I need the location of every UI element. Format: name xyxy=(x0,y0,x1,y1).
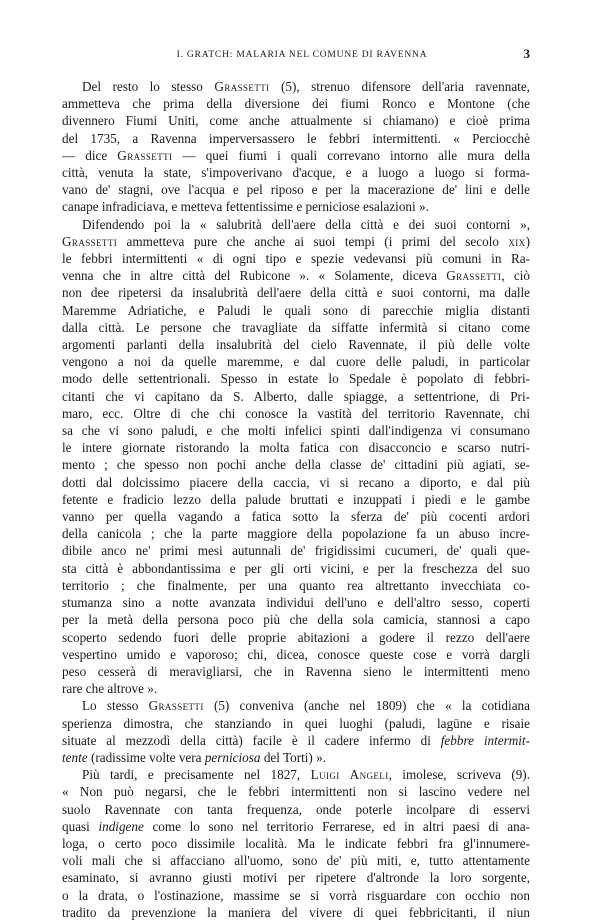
text-line xyxy=(62,198,530,215)
text-run: non dee ripetersi da insalubrità dell'aere della città e suoi contorni, ma dalle xyxy=(62,285,530,301)
text-run: come lo sono nel territorio Ferrarese, ed in altri paesi di ana- xyxy=(143,818,530,834)
text-line xyxy=(62,525,530,542)
text-line xyxy=(62,560,530,577)
text-run: quasi xyxy=(62,818,99,834)
text-run: sa che vi sono paludi, e che molti infelici spinti dall'indigenza vi consumano xyxy=(62,423,530,439)
text-line xyxy=(62,267,530,284)
text-line xyxy=(62,164,530,181)
text-run: ) xyxy=(525,233,530,249)
text-run: maro, ecc. Oltre di che chi conosce la vastità del territorio Ravennate, chi xyxy=(62,405,530,421)
text-run: divennero Fiumi Uniti, come anche attualmente si chiamano) e cioè prima xyxy=(62,113,530,129)
text-line xyxy=(62,887,530,904)
text-line xyxy=(62,869,530,886)
text-run: citanti che vi capitano da S. Alberto, dalle spiagge, a settentrione, di Pri- xyxy=(62,388,530,404)
text-run: peso cesserà di meravigliarsi, che in Ravenna sieno le intermittenti meno xyxy=(62,663,530,679)
text-line xyxy=(62,302,530,319)
text-run: « Non può negarsi, che le febbri intermittenti non si lascino vedere nel xyxy=(62,784,530,800)
author-name: Grassetti xyxy=(117,147,173,163)
text-line xyxy=(62,474,530,491)
text-line xyxy=(62,680,530,697)
text-run: del 1735, a Ravenna imperversassero le febbri intermittenti. « Perciocchè xyxy=(62,130,530,146)
body-text xyxy=(62,78,530,921)
text-run: del Torti) ». xyxy=(260,749,327,765)
text-run: vengono a noi da quelle maremme, e dal cuore delle paludi, in particolar xyxy=(62,354,530,370)
text-run: le febbri intermittenti « di ogni tipo e spezie vedevansi più comuni in Ra- xyxy=(62,251,530,267)
text-run: Del resto lo stesso xyxy=(82,79,215,94)
text-line xyxy=(62,147,530,164)
paragraph xyxy=(62,766,530,921)
text-line xyxy=(62,112,530,129)
text-run: (5), strenuo difensore dell'aria ravennate, xyxy=(269,79,530,94)
text-run: Più tardi, e precisamente nel 1827, xyxy=(82,767,311,783)
author-name: Luigi Angeli xyxy=(310,767,389,783)
text-line xyxy=(62,663,530,680)
text-run: — dice xyxy=(62,147,118,163)
text-line xyxy=(62,904,530,921)
text-line xyxy=(62,697,530,714)
text-run: (radissime volte vera xyxy=(87,749,205,765)
author-name: Grassetti xyxy=(62,233,118,249)
text-line xyxy=(62,715,530,732)
italic-term: febbre intermit- xyxy=(440,732,530,748)
text-line xyxy=(62,818,530,835)
text-line xyxy=(62,405,530,422)
text-run: — quei fiumi i quali correvano intorno alle mura della xyxy=(172,147,530,163)
text-line xyxy=(62,353,530,370)
text-run: esaminato, si avranno giusti motivi per ripetere d'altronde la loro sorgente, xyxy=(62,870,530,886)
text-line xyxy=(62,370,530,387)
text-run: scoperto sedendo fuori delle proprie abitazioni a godere il rezzo dell'aere xyxy=(62,629,530,645)
text-line xyxy=(62,439,530,456)
paragraph xyxy=(62,697,530,766)
text-run: rare che altrove ». xyxy=(62,681,158,697)
text-line xyxy=(62,749,530,766)
page-number: 3 xyxy=(523,46,530,61)
text-run: ammetteva che prima della diversione dei fiumi Ronco e Montone (che xyxy=(62,96,530,112)
text-run: vanno per quella vagando a fatica sotto la sferza de' più cocenti ardori xyxy=(62,509,530,525)
author-name: Grassetti xyxy=(148,698,204,714)
text-line xyxy=(62,646,530,663)
text-line xyxy=(62,388,530,405)
italic-term: tente xyxy=(62,749,88,765)
text-line xyxy=(62,577,530,594)
paragraph xyxy=(62,216,530,698)
text-run: suolo Ravennate con tanta frequenza, onde poterle incolpare di esservi xyxy=(62,801,530,817)
text-run: città, venuta la state, s'impoverivano d'acque, e a luogo a luogo si forma- xyxy=(62,165,530,181)
text-run: mento ; che spesso non pochi anche della classe de' cittadini più agiati, se- xyxy=(62,457,530,473)
text-run: ammetteva pure che anche ai suoi tempi (i primi del secolo xyxy=(117,233,509,249)
text-line xyxy=(62,422,530,439)
text-line xyxy=(62,801,530,818)
author-name: Grassetti xyxy=(214,79,270,94)
text-run: le intere giornate ristorando la molta fatica con disacconcio e scarso nutri- xyxy=(62,440,530,456)
text-run: per la metà della persona poco più che della sola camicia, stannosi a capo xyxy=(62,612,530,628)
text-run: tradito da prevenzione la maniera del vivere di quei febbricitanti, il niun xyxy=(62,904,530,920)
text-line xyxy=(62,542,530,559)
text-line xyxy=(62,491,530,508)
italic-term: perniciosa xyxy=(204,749,261,765)
text-run: situate al mezzodì della città) facile è il cadere infermo di xyxy=(62,732,441,748)
text-line xyxy=(62,456,530,473)
text-line xyxy=(62,181,530,198)
author-name: xix xyxy=(508,233,526,249)
text-run: sta città è abbondantissima e per gli orti vicini, e per la freschezza del suo xyxy=(62,560,530,576)
text-run: (5) conveniva (anche nel 1809) che « la cotidiana xyxy=(203,698,530,714)
text-run: argomenti parlanti della insalubrità del cielo Ravennate, il più delle volte xyxy=(62,337,530,353)
text-run: venna che in altre città del Rubicone ». « Solamente, diceva xyxy=(62,268,447,284)
text-run: dotti dal dolcissimo piacere della caccia, vi si recano a diporto, e dal più xyxy=(62,474,530,490)
text-line xyxy=(62,78,530,95)
text-line xyxy=(62,508,530,525)
text-run: modo delle settentrionali. Spesso in estate lo Spedale è popolato di febbri- xyxy=(62,371,530,387)
text-run: Difendendo poi la « salubrità dell'aere della città e dei suoi contorni », xyxy=(82,216,530,232)
text-line xyxy=(62,216,530,233)
text-run: o la drata, o l'ostinazione, massime se si vorrà risguardare con occhio non xyxy=(62,887,530,903)
text-line xyxy=(62,336,530,353)
text-run: Maremme Adriatiche, e Paludi le quali sono di parecchie miglia distanti xyxy=(62,302,530,318)
text-run: vespertino umido e vaporoso; chi, dicea, conosce queste cose e vorrà dargli xyxy=(62,646,530,662)
text-line xyxy=(62,629,530,646)
text-line xyxy=(62,835,530,852)
text-run: vano de' stagni, ove l'acqua e pel riposo e per la macerazione de' lini e delle xyxy=(62,182,530,198)
text-run: fetente e fradicio lezzo della palude bruttati e inzuppati i piedi e le gambe xyxy=(62,491,530,507)
author-name: Grassetti xyxy=(446,268,502,284)
text-line xyxy=(62,766,530,783)
text-run: , imolese, scriveva (9). xyxy=(388,767,530,783)
text-run: canape infradiciava, e metteva fettentissime e perniciose esalazioni ». xyxy=(62,199,429,215)
text-run: , ciò xyxy=(501,268,530,284)
text-line xyxy=(62,130,530,147)
text-run: della canicola ; che la parte maggiore della popolazione fa un abuso incre- xyxy=(62,526,530,542)
text-line xyxy=(62,732,530,749)
text-run: loga, o certo poco dissimile località. Ma le indicate febbri fra gl'innumere- xyxy=(62,835,530,851)
text-run: Lo stesso xyxy=(82,698,149,714)
text-run: dibile anco ne' primi mesi autunnali de' frigidissimi cucumeri, de' quali que- xyxy=(62,543,530,559)
text-run: dalla città. Le persone che travagliate da siffatte infermità si citano come xyxy=(62,319,530,335)
text-run: territorio ; che finalmente, per una quanto rea altrettanto invecchiata co- xyxy=(62,577,530,593)
text-line xyxy=(62,594,530,611)
text-line xyxy=(62,319,530,336)
text-line xyxy=(62,95,530,112)
text-line xyxy=(62,284,530,301)
text-line xyxy=(62,852,530,869)
text-line xyxy=(62,250,530,267)
text-run: stumanza sino a notte avanzata individui dell'uno e dell'altro sesso, coperti xyxy=(62,595,530,611)
paragraph xyxy=(62,78,530,216)
text-run: sperienza dimostra, che stanziando in quei luoghi (paludi, lagūne e risaie xyxy=(62,715,530,731)
text-line xyxy=(62,233,530,250)
text-run: voli mali che si affacciano all'uomo, sono de' più miti, e, tutto attentamente xyxy=(62,853,530,869)
italic-term: indigene xyxy=(98,818,144,834)
running-head: I. GRATCH: MALARIA NEL COMUNE DI RAVENNA xyxy=(176,50,428,60)
text-line xyxy=(62,783,530,800)
text-line xyxy=(62,611,530,628)
